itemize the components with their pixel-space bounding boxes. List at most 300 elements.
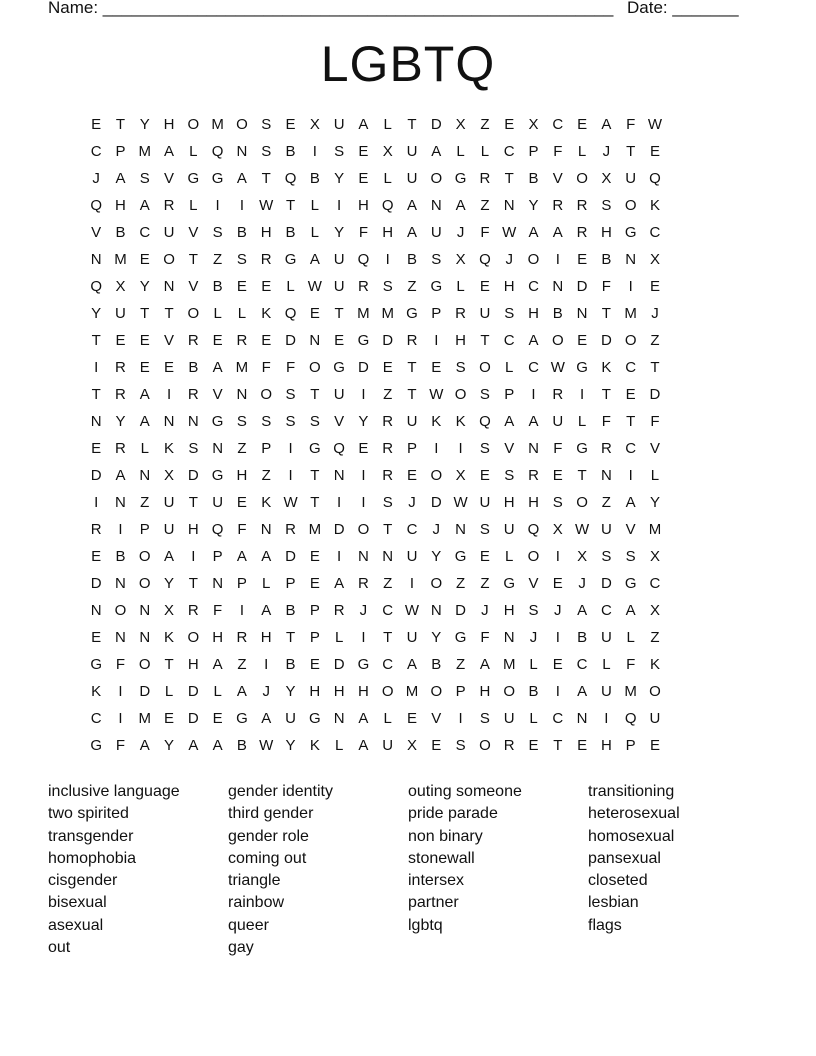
grid-letter: O — [454, 386, 467, 403]
grid-letter: A — [552, 224, 563, 241]
grid-letter: A — [358, 710, 369, 727]
grid-letter: H — [187, 521, 199, 538]
grid-letter: I — [337, 548, 342, 565]
grid-letter: E — [552, 656, 563, 673]
grid-letter: O — [430, 683, 443, 700]
grid-letter: G — [308, 440, 321, 457]
grid-letter: M — [357, 305, 370, 322]
grid-letter: Y — [285, 683, 296, 700]
grid-letter: A — [188, 737, 199, 754]
grid-letter: O — [187, 629, 200, 646]
grid-row — [84, 439, 732, 466]
grid-letter: E — [358, 440, 369, 457]
grid-letter: Z — [650, 629, 660, 646]
grid-letter: W — [550, 359, 565, 376]
grid-letter: I — [166, 386, 172, 403]
grid-letter: E — [577, 737, 588, 754]
grid-letter: I — [555, 251, 560, 268]
grid-letter: A — [577, 602, 588, 619]
grid-letter: Y — [285, 737, 296, 754]
grid-letter: N — [236, 143, 248, 160]
letter-grid — [84, 115, 732, 763]
grid-letter: D — [600, 332, 612, 349]
grid-letter: M — [235, 359, 249, 376]
grid-letter: O — [430, 575, 443, 592]
grid-letter: E — [407, 467, 418, 484]
grid-letter: C — [625, 440, 637, 457]
word-list-item: third gender — [228, 805, 314, 823]
grid-letter: D — [430, 494, 442, 511]
name-field-label: Name: ______________________________________________________ — [48, 0, 614, 17]
grid-letter: E — [91, 116, 102, 133]
grid-letter: N — [625, 251, 637, 268]
grid-letter: A — [139, 386, 150, 403]
grid-letter: A — [504, 413, 515, 430]
grid-letter: C — [649, 224, 661, 241]
grid-letter: H — [357, 197, 369, 214]
grid-letter: U — [382, 737, 394, 754]
grid-letter: N — [503, 197, 515, 214]
grid-letter: T — [480, 332, 490, 349]
grid-letter: O — [357, 521, 370, 538]
grid-letter: E — [407, 710, 418, 727]
grid-letter: O — [649, 683, 661, 700]
grid-letter: F — [650, 413, 660, 430]
date-field-label: Date: _______ — [627, 0, 739, 17]
grid-letter: S — [261, 143, 272, 160]
grid-letter: H — [600, 224, 612, 241]
word-list-item: stonewall — [408, 849, 475, 867]
grid-letter: R — [115, 359, 126, 376]
grid-letter: T — [164, 305, 174, 322]
grid-letter: N — [333, 710, 345, 727]
grid-letter: X — [601, 170, 612, 187]
grid-letter: V — [334, 413, 345, 430]
grid-letter: L — [310, 224, 319, 241]
grid-letter: G — [211, 467, 224, 484]
grid-letter: K — [164, 629, 175, 646]
grid-letter: N — [115, 629, 126, 646]
grid-letter: P — [285, 575, 296, 592]
grid-letter: E — [382, 359, 393, 376]
grid-letter: E — [649, 737, 660, 754]
grid-letter: L — [334, 629, 344, 646]
grid-letter: S — [455, 737, 466, 754]
grid-letter: V — [625, 521, 636, 538]
grid-letter: L — [334, 737, 344, 754]
grid-letter: C — [649, 575, 661, 592]
grid-letter: A — [139, 413, 150, 430]
grid-letter: M — [138, 143, 151, 160]
grid-letter: E — [164, 710, 175, 727]
grid-letter: K — [431, 413, 442, 430]
grid-letter: R — [382, 440, 394, 457]
grid-letter: A — [236, 548, 247, 565]
grid-letter: T — [285, 197, 296, 214]
grid-letter: G — [308, 710, 321, 727]
grid-row — [84, 250, 732, 277]
grid-letter: F — [480, 224, 490, 241]
grid-letter: G — [284, 251, 297, 268]
grid-letter: A — [407, 224, 418, 241]
grid-letter: B — [528, 683, 539, 700]
grid-letter: S — [528, 602, 539, 619]
grid-letter: A — [139, 737, 150, 754]
grid-letter: S — [236, 251, 247, 268]
grid-letter: L — [529, 710, 538, 727]
word-list-item: out — [48, 939, 71, 957]
grid-letter: V — [164, 332, 175, 349]
grid-letter: G — [187, 170, 200, 187]
grid-letter: D — [187, 683, 199, 700]
grid-letter: K — [309, 737, 320, 754]
grid-letter: D — [649, 386, 661, 403]
word-list — [48, 781, 768, 959]
grid-letter: K — [455, 413, 466, 430]
grid-letter: U — [333, 116, 345, 133]
grid-letter: A — [625, 494, 636, 511]
grid-letter: L — [164, 683, 174, 700]
grid-letter: H — [163, 116, 175, 133]
grid-letter: N — [90, 413, 102, 430]
grid-letter: I — [628, 467, 633, 484]
grid-letter: N — [163, 413, 175, 430]
grid-letter: U — [600, 683, 612, 700]
grid-letter: E — [479, 278, 490, 295]
grid-letter: R — [187, 332, 199, 349]
grid-letter: B — [236, 737, 247, 754]
grid-letter: J — [456, 224, 465, 241]
grid-letter: S — [601, 197, 612, 214]
grid-letter: O — [624, 197, 637, 214]
grid-letter: G — [357, 332, 370, 349]
grid-letter: A — [358, 116, 369, 133]
grid-letter: Z — [261, 467, 271, 484]
grid-letter: Z — [213, 251, 223, 268]
grid-letter: R — [187, 602, 199, 619]
grid-letter: O — [527, 251, 540, 268]
grid-letter: V — [212, 386, 223, 403]
grid-letter: S — [504, 467, 515, 484]
grid-letter: S — [479, 386, 490, 403]
grid-letter: X — [455, 467, 466, 484]
grid-letter: S — [601, 548, 612, 565]
grid-letter: X — [649, 548, 660, 565]
grid-letter: V — [164, 170, 175, 187]
grid-letter: B — [285, 224, 296, 241]
grid-letter: B — [212, 278, 223, 295]
grid-letter: K — [649, 656, 660, 673]
grid-letter: O — [138, 548, 151, 565]
grid-letter: I — [555, 548, 560, 565]
word-column — [228, 781, 408, 959]
grid-letter: B — [188, 359, 199, 376]
word-list-item: inclusive language — [48, 783, 180, 800]
grid-letter: F — [553, 440, 563, 457]
grid-letter: O — [430, 170, 443, 187]
grid-letter: P — [309, 602, 320, 619]
grid-letter: R — [115, 440, 126, 457]
grid-letter: L — [650, 467, 660, 484]
grid-letter: Q — [90, 278, 102, 295]
grid-letter: U — [406, 143, 418, 160]
grid-letter: B — [236, 224, 247, 241]
grid-letter: R — [90, 521, 102, 538]
grid-letter: S — [382, 494, 393, 511]
grid-letter: B — [601, 251, 612, 268]
word-column — [588, 781, 768, 959]
grid-letter: N — [236, 386, 248, 403]
grid-letter: A — [334, 575, 345, 592]
grid-letter: N — [430, 197, 442, 214]
grid-letter: S — [479, 440, 490, 457]
grid-row — [84, 142, 732, 169]
grid-row — [84, 709, 732, 736]
grid-letter: E — [139, 251, 150, 268]
grid-letter: L — [626, 629, 635, 646]
grid-letter: T — [577, 467, 587, 484]
grid-letter: F — [115, 737, 126, 754]
grid-letter: L — [189, 143, 198, 160]
word-list-item: lgbtq — [408, 916, 443, 934]
grid-letter: Q — [211, 143, 224, 160]
grid-letter: N — [552, 278, 564, 295]
grid-letter: O — [114, 602, 127, 619]
grid-letter: H — [115, 197, 126, 214]
grid-letter: V — [649, 440, 660, 457]
grid-letter: P — [625, 737, 636, 754]
grid-letter: N — [503, 629, 515, 646]
grid-letter: S — [285, 413, 296, 430]
grid-letter: H — [260, 224, 272, 241]
grid-letter: E — [479, 467, 490, 484]
grid-letter: Y — [358, 413, 369, 430]
grid-letter: O — [381, 683, 394, 700]
grid-letter: J — [554, 602, 562, 619]
grid-letter: C — [382, 602, 394, 619]
grid-row — [84, 682, 732, 709]
grid-letter: W — [259, 737, 274, 754]
grid-letter: B — [431, 656, 442, 673]
grid-letter: L — [189, 197, 198, 214]
word-list-item: intersex — [408, 872, 465, 890]
grid-letter: Z — [383, 575, 393, 592]
grid-letter: R — [406, 332, 418, 349]
grid-letter: F — [626, 116, 636, 133]
grid-letter: G — [236, 710, 248, 727]
grid-letter: N — [260, 521, 272, 538]
grid-letter: A — [407, 656, 418, 673]
grid-letter: S — [552, 494, 563, 511]
grid-letter: R — [333, 602, 345, 619]
grid-letter: Z — [237, 656, 247, 673]
grid-letter: N — [139, 602, 151, 619]
grid-letter: A — [601, 116, 612, 133]
grid-letter: F — [261, 359, 271, 376]
grid-letter: A — [407, 197, 418, 214]
grid-letter: E — [261, 278, 272, 295]
word-list-item: partner — [408, 894, 459, 912]
grid-letter: I — [555, 629, 560, 646]
grid-letter: R — [382, 467, 394, 484]
grid-letter: I — [434, 440, 439, 457]
grid-letter: T — [383, 629, 393, 646]
word-list-item: gender identity — [228, 783, 333, 800]
grid-letter: N — [90, 602, 102, 619]
grid-letter: Z — [456, 656, 466, 673]
grid-letter: L — [237, 305, 247, 322]
grid-letter: D — [139, 683, 151, 700]
grid-letter: Z — [456, 575, 466, 592]
grid-letter: Y — [334, 170, 345, 187]
grid-letter: S — [212, 224, 223, 241]
grid-letter: R — [260, 251, 272, 268]
grid-letter: R — [163, 197, 175, 214]
grid-letter: R — [236, 629, 248, 646]
grid-letter: J — [651, 305, 659, 322]
grid-letter: Z — [140, 494, 150, 511]
grid-letter: R — [576, 224, 588, 241]
grid-letter: E — [528, 737, 539, 754]
grid-letter: X — [382, 143, 393, 160]
grid-letter: G — [454, 170, 467, 187]
grid-letter: R — [576, 197, 588, 214]
grid-letter: A — [139, 197, 150, 214]
grid-letter: L — [262, 575, 271, 592]
grid-letter: E — [309, 656, 320, 673]
grid-letter: A — [431, 143, 442, 160]
grid-letter: O — [187, 305, 200, 322]
grid-letter: L — [602, 656, 611, 673]
grid-letter: A — [236, 170, 247, 187]
grid-letter: D — [357, 359, 369, 376]
grid-letter: I — [361, 386, 366, 403]
grid-letter: U — [479, 305, 491, 322]
grid-letter: A — [261, 602, 272, 619]
grid-letter: O — [138, 656, 151, 673]
grid-letter: U — [115, 305, 126, 322]
grid-letter: I — [555, 683, 560, 700]
grid-letter: X — [455, 116, 466, 133]
grid-letter: L — [577, 413, 587, 430]
grid-letter: J — [262, 683, 270, 700]
grid-letter: H — [455, 332, 467, 349]
grid-letter: T — [115, 116, 126, 133]
grid-letter: H — [503, 494, 515, 511]
grid-letter: I — [604, 710, 609, 727]
grid-letter: E — [577, 332, 588, 349]
grid-letter: I — [361, 467, 366, 484]
grid-letter: S — [139, 170, 150, 187]
grid-letter: N — [455, 521, 467, 538]
grid-letter: K — [164, 440, 175, 457]
grid-letter: H — [309, 683, 321, 700]
grid-letter: P — [212, 548, 223, 565]
grid-row — [84, 277, 732, 304]
word-list-item: pansexual — [588, 849, 661, 867]
grid-letter: Y — [164, 575, 175, 592]
grid-letter: A — [261, 710, 272, 727]
grid-letter: R — [455, 305, 467, 322]
grid-letter: I — [361, 494, 366, 511]
grid-letter: L — [505, 548, 514, 565]
grid-letter: H — [236, 467, 248, 484]
grid-letter: X — [577, 548, 588, 565]
grid-letter: H — [528, 494, 539, 511]
grid-row — [84, 466, 732, 493]
grid-letter: U — [406, 629, 418, 646]
grid-letter: A — [261, 548, 272, 565]
grid-letter: X — [115, 278, 126, 295]
grid-letter: Z — [407, 278, 417, 295]
grid-letter: C — [90, 143, 102, 160]
grid-letter: H — [357, 683, 369, 700]
grid-letter: C — [552, 116, 564, 133]
grid-letter: C — [139, 224, 151, 241]
grid-letter: T — [334, 305, 344, 322]
grid-letter: Q — [624, 710, 637, 727]
grid-letter: Q — [211, 521, 224, 538]
word-list-item: coming out — [228, 849, 307, 867]
word-list-item: closeted — [588, 872, 648, 890]
grid-letter: L — [286, 278, 295, 295]
grid-letter: K — [91, 683, 102, 700]
grid-letter: Q — [90, 197, 102, 214]
grid-letter: O — [163, 251, 175, 268]
grid-letter: G — [90, 737, 102, 754]
grid-letter: E — [552, 575, 563, 592]
grid-letter: N — [333, 467, 345, 484]
word-list-item: homophobia — [48, 849, 137, 867]
word-list-item: outing someone — [408, 783, 522, 800]
grid-row — [84, 601, 732, 628]
grid-letter: E — [212, 332, 223, 349]
grid-letter: J — [481, 602, 489, 619]
grid-letter: X — [164, 467, 175, 484]
grid-letter: J — [432, 521, 441, 538]
grid-letter: T — [188, 494, 198, 511]
word-list-item: triangle — [228, 872, 281, 890]
grid-letter: F — [601, 278, 611, 295]
grid-letter: R — [552, 197, 564, 214]
grid-letter: X — [309, 116, 320, 133]
grid-letter: C — [576, 656, 588, 673]
grid-letter: S — [236, 413, 247, 430]
grid-letter: H — [382, 224, 394, 241]
grid-letter: I — [118, 710, 123, 727]
grid-letter: Y — [431, 548, 442, 565]
grid-letter: O — [624, 332, 637, 349]
grid-letter: N — [382, 548, 394, 565]
grid-letter: E — [431, 737, 442, 754]
grid-letter: B — [285, 656, 296, 673]
grid-letter: E — [479, 548, 490, 565]
grid-letter: U — [163, 224, 175, 241]
grid-letter: G — [430, 278, 443, 295]
grid-letter: T — [91, 332, 101, 349]
grid-letter: L — [383, 116, 392, 133]
grid-letter: F — [358, 224, 368, 241]
grid-letter: I — [118, 521, 123, 538]
grid-letter: I — [288, 440, 293, 457]
grid-letter: Z — [601, 494, 611, 511]
grid-letter: X — [455, 251, 466, 268]
grid-letter: U — [503, 710, 515, 727]
grid-letter: W — [647, 116, 663, 133]
grid-letter: P — [431, 305, 442, 322]
word-list-item: cisgender — [48, 872, 118, 890]
grid-letter: C — [625, 359, 637, 376]
